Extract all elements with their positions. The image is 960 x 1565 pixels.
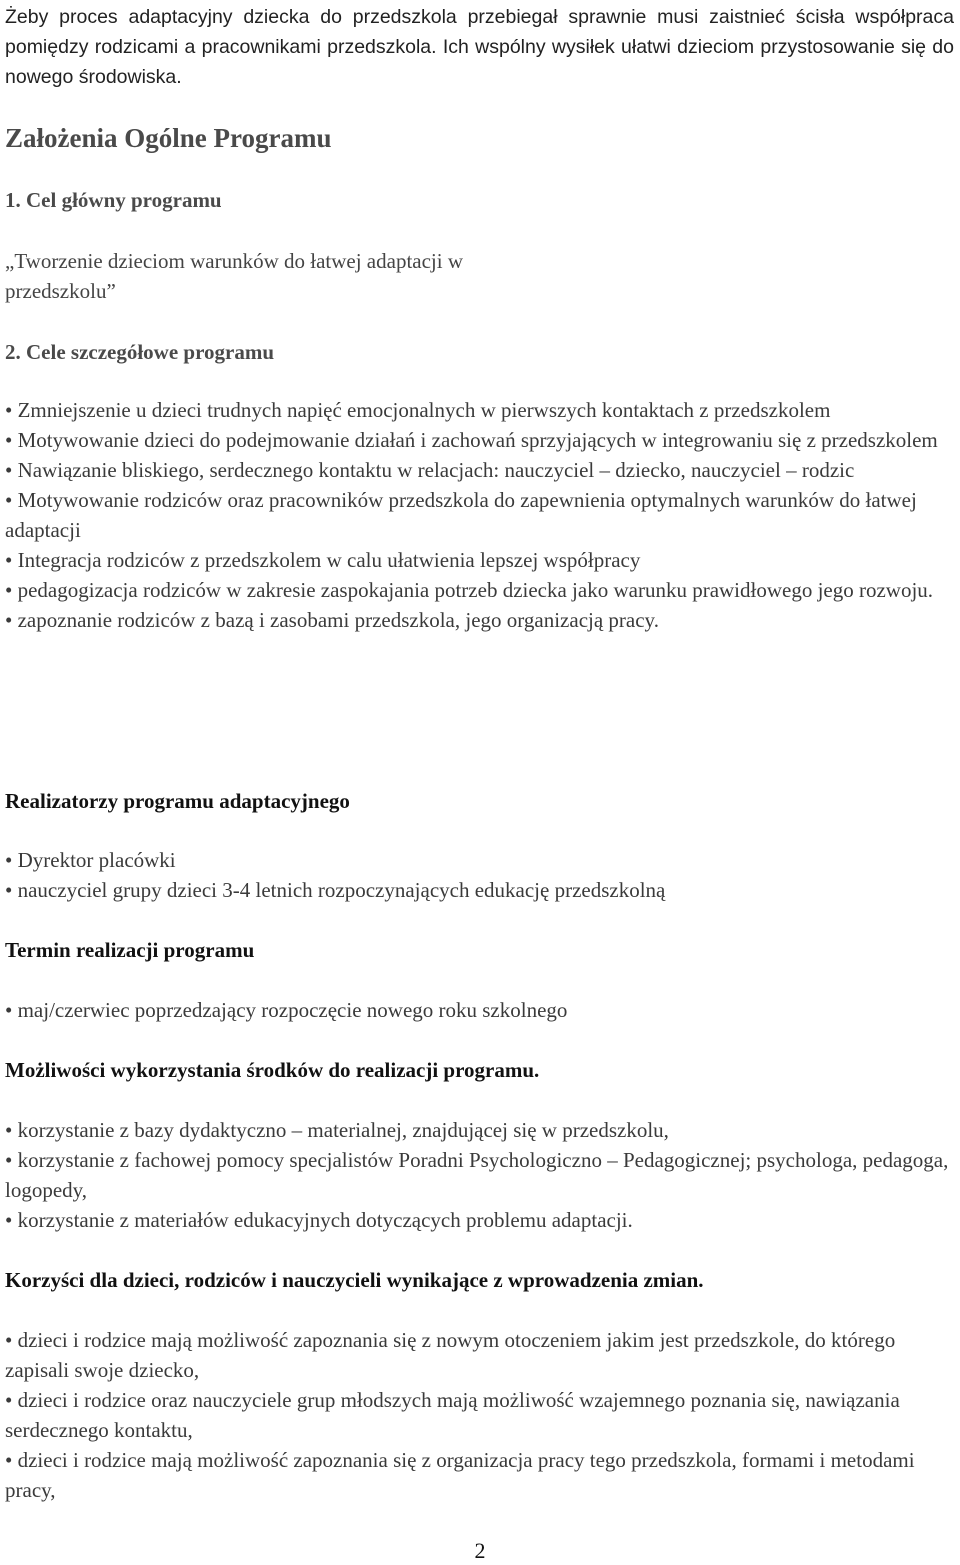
list-item: • pedagogizacja rodziców w zakresie zaspokajania potrzeb dziecka jako warunku prawidłowego jego rozwoju.: [5, 578, 934, 602]
mozliwosci-title: Możliwości wykorzystania środków do realizacji programu.: [5, 1058, 540, 1082]
korzysci-list: [5, 1325, 954, 1505]
list-item: • Integracja rodziców z przedszkolem w calu ułatwienia lepszej współpracy: [5, 548, 641, 572]
list-item: • Motywowanie dzieci do podejmowanie działań i zachowań sprzyjających w integrowaniu się z przedszkolem: [5, 428, 938, 452]
page-number: 2: [474, 1538, 486, 1563]
list-item: • Nawiązanie bliskiego, serdecznego kontaktu w relacjach: nauczyciel – dziecko, nauczyciel – rodzic: [5, 458, 855, 482]
section1-title: 1. Cel główny programu: [5, 188, 222, 212]
list-item: • korzystanie z fachowej pomocy specjalistów Poradni Psychologiczno – Pedagogicznej; psychologa, pedagoga, logopedy,: [5, 1148, 949, 1202]
list-item: • maj/czerwiec poprzedzający rozpoczęcie nowego roku szkolnego: [5, 998, 568, 1022]
list-item: • Zmniejszenie u dzieci trudnych napięć emocjonalnych w pierwszych kontaktach z przedszkolem: [5, 398, 831, 422]
realizatorzy-list: [5, 845, 954, 905]
list-item: • korzystanie z bazy dydaktyczno – materialnej, znajdującej się w przedszkolu,: [5, 1118, 669, 1142]
section2-title: 2. Cele szczegółowe programu: [5, 340, 275, 364]
korzysci-title: Korzyści dla dzieci, rodziców i nauczycieli wynikające z wprowadzenia zmian.: [5, 1268, 704, 1292]
section1-quote: „Tworzenie dzieciom warunków do łatwej adaptacji w przedszkolu”: [5, 249, 464, 303]
mozliwosci-list: [5, 1115, 954, 1235]
list-item: • korzystanie z materiałów edukacyjnych dotyczących problemu adaptacji.: [5, 1208, 633, 1232]
list-item: • nauczyciel grupy dzieci 3-4 letnich rozpoczynających edukację przedszkolną: [5, 878, 666, 902]
list-item: • Motywowanie rodziców oraz pracowników przedszkola do zapewnienia optymalnych warunków do łatwej adaptacji: [5, 488, 917, 542]
list-item: • dzieci i rodzice mają możliwość zapoznania się z nowym otoczeniem jakim jest przedszkole, do którego zapisali swoje dziecko,: [5, 1328, 896, 1382]
list-item: • dzieci i rodzice mają możliwość zapoznania się z organizacja pracy tego przedszkola, formami i metodami pracy,: [5, 1448, 915, 1502]
main-heading: Założenia Ogólne Programu: [5, 123, 332, 153]
realizatorzy-title: Realizatorzy programu adaptacyjnego: [5, 789, 350, 813]
list-item: • dzieci i rodzice oraz nauczyciele grup młodszych mają możliwość wzajemnego poznania się, nawiązania serdecznego kontaktu,: [5, 1388, 900, 1442]
list-item: • Dyrektor placówki: [5, 848, 176, 872]
intro-paragraph: Żeby proces adaptacyjny dziecka do przedszkola przebiegał sprawnie musi zaistnieć ścisła współpraca pomiędzy rodzicami a pracownikami przedszkola. Ich wspólny wysiłek ułatwi dzieciom przystosowanie się do nowego środowiska.: [5, 6, 954, 88]
termin-title: Termin realizacji programu: [5, 938, 255, 962]
termin-list: [5, 995, 954, 1025]
section2-list: [5, 395, 954, 635]
list-item: • zapoznanie rodziców z bazą i zasobami przedszkola, jego organizacją pracy.: [5, 608, 659, 632]
